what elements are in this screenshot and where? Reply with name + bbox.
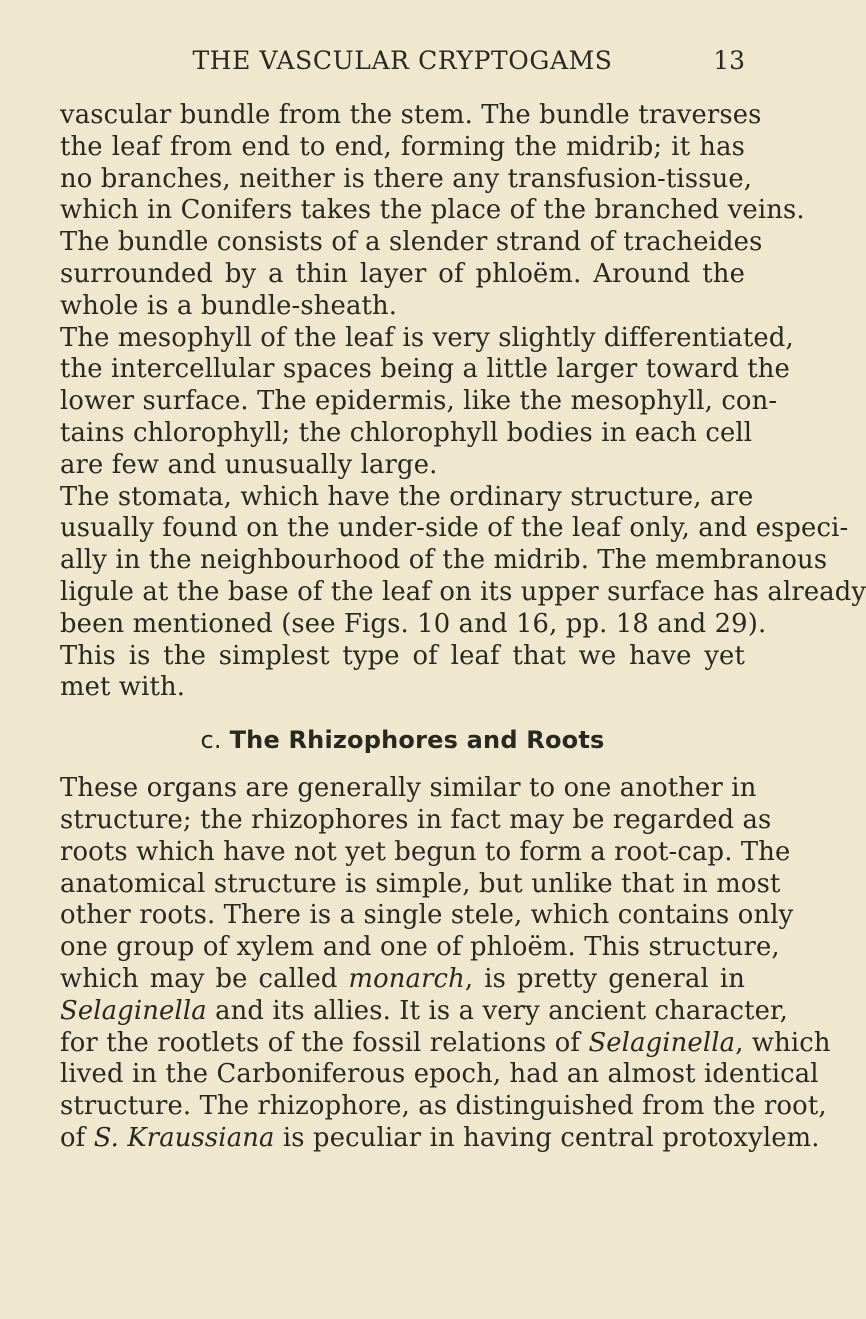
- text-run: one group of xylem and one of phloëm. This structure,: [60, 932, 780, 963]
- text-line: which in Conifers takes the place of the branched veins.: [60, 195, 805, 226]
- text-line: [60, 868, 781, 901]
- text-run: anatomical structure is simple, but unlike that in most: [60, 868, 781, 899]
- text-run: , is pretty general in: [464, 963, 745, 994]
- running-head: [60, 42, 745, 78]
- text-line: no branches, neither is there any transfusion-tissue,: [60, 163, 753, 194]
- italic-species: S. Kraussiana: [93, 1122, 275, 1153]
- text-line: [60, 900, 794, 932]
- italic-term: monarch: [348, 963, 465, 994]
- page-body: [60, 100, 866, 1155]
- text-line: [60, 995, 788, 1028]
- text-run: is peculiar in having central protoxylem.: [274, 1122, 820, 1153]
- text-line: the intercellular spaces being a little larger toward the: [60, 354, 790, 385]
- text-line: [60, 804, 772, 837]
- italic-genus: Selaginella: [588, 1027, 736, 1058]
- text-line: the leaf from end to end, forming the midrib; it has: [60, 131, 745, 162]
- text-line: [60, 1122, 820, 1155]
- text-line: ally in the neighbourhood of the midrib. The membranous: [60, 545, 828, 576]
- text-line: been mentioned (see Figs. 10 and 16, pp. 18 and 29).: [60, 608, 767, 639]
- text-line: usually found on the under-side of the leaf only, and especi-: [60, 513, 849, 544]
- text-line: [60, 1027, 831, 1060]
- text-line: met with.: [60, 672, 186, 703]
- text-line: are few and unusually large.: [60, 449, 438, 480]
- text-line: [60, 932, 780, 964]
- italic-genus: Selaginella: [60, 995, 207, 1026]
- text-run: and its allies. It is a very ancient character,: [206, 995, 788, 1026]
- text-line: ligule at the base of the leaf on its upper surface has already: [60, 576, 866, 607]
- text-run: structure; the rhizophores in fact may be regarded as: [60, 804, 772, 835]
- text-run: which may be called: [60, 963, 349, 994]
- text-line: [60, 773, 757, 805]
- text-line: lower surface. The epidermis, like the mesophyll, con-: [60, 386, 778, 417]
- text-line: This is the simplest type of leaf that we have yet: [60, 640, 745, 671]
- text-run: other roots. There is a single stele, which contains only: [60, 900, 794, 931]
- text-run: structure. The rhizophore, as distinguished from the root,: [60, 1091, 827, 1122]
- text-line: whole is a bundle-sheath.: [60, 290, 398, 321]
- text-run: roots which have not yet begun to form a root-cap. The: [60, 836, 791, 867]
- section-heading: [60, 725, 745, 755]
- text-line: [60, 1059, 819, 1091]
- paragraph-mesophyll: [60, 322, 794, 482]
- text-line: tains chlorophyll; the chlorophyll bodies in each cell: [60, 417, 753, 448]
- text-run: of: [60, 1122, 94, 1153]
- text-line: surrounded by a thin layer of phloëm. Around the: [60, 258, 745, 289]
- text-run: , which: [735, 1027, 831, 1058]
- section-title: The Rhizophores and Roots: [229, 726, 605, 755]
- text-line: The bundle consists of a slender strand of tracheides: [60, 227, 763, 258]
- paragraph-rhizophores: [60, 773, 831, 1155]
- running-title: THE VASCULAR CRYPTOGAMS: [192, 46, 613, 75]
- text-run: for the rootlets of the fossil relations of: [60, 1027, 589, 1058]
- paragraph-vascular-bundle: [60, 100, 805, 323]
- page-number: 13: [713, 46, 745, 75]
- section-label: c.: [200, 726, 222, 755]
- text-line: [60, 1091, 827, 1123]
- text-line: [60, 836, 791, 869]
- text-line: The mesophyll of the leaf is very slightly differentiated,: [60, 322, 794, 353]
- text-run: lived in the Carboniferous epoch, had an almost identical: [60, 1059, 819, 1090]
- paragraph-stomata: [60, 481, 866, 705]
- text-run: These organs are generally similar to one another in: [60, 773, 757, 804]
- text-line: [60, 964, 745, 996]
- text-line: vascular bundle from the stem. The bundle traverses: [60, 100, 762, 130]
- text-line: The stomata, which have the ordinary structure, are: [60, 481, 754, 512]
